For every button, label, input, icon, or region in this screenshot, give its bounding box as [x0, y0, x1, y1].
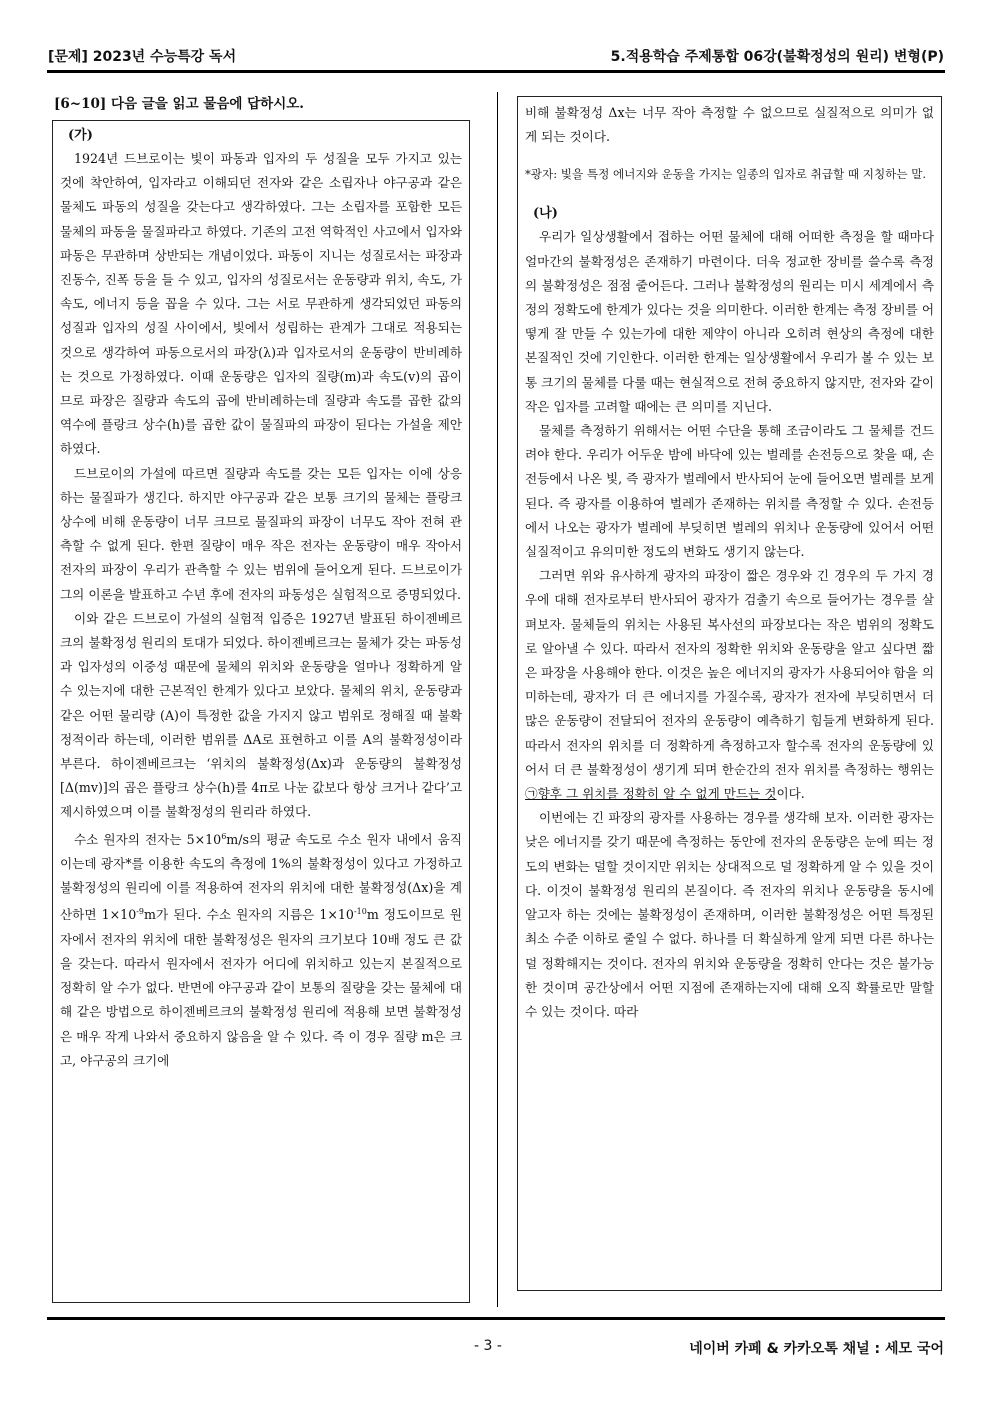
footer-channel: 네이버 카페 & 카카오톡 채널 : 세모 국어 — [689, 1341, 944, 1357]
column-divider — [497, 92, 498, 1307]
page-number: - 3 - — [474, 1338, 502, 1354]
underlined-phrase-giyeok: ㉠향후 그 위치를 정확히 알 수 없게 만드는 것 — [525, 786, 777, 802]
passage-ga-paragraph-4: 수소 원자의 전자는 $5\times 10^6m/s$의 평균 속도로 수소 원자 내에서 움직이는데 광자*를 이용한 속도의 측정에 1%의 불확정성이 있다고 가정하고 불확정성의 원리에 이를 적용하여 전자의 위치에 대한 불확정성(Δx)을 계산하면 $1\times 10^{-9}m$가 된다. 수소 원자의 지름은 $1\times 10^{-10}m$ 정도이므로 원자에서 전자의 위치에 대한 불확정성은 원자의 크기보다 10배 정도 큰 값을 갖는다. 따라서 원자에서 전자가 어디에 위치하고 있는지 본질적으로 정확히 알 수가 없다. 반면에 야구공과 같이 보통의 질량을 갖는 물체에 대해 같은 방법으로 하이젠베르크의 불확정성 원리에 적용해 보면 불확정성은 매우 작게 나와서 중요하지 않음을 알 수 있다. 즉 이 경우 질량 m은 크고, 야구공의 크기에 — [60, 831, 462, 1068]
passage-ga-label: (가) — [68, 128, 93, 143]
passage-right-box — [517, 96, 942, 1291]
passage-na-label: (나) — [533, 206, 558, 222]
passage-na-paragraph-3: 그러면 위와 유사하게 광자의 파장이 짧은 경우와 긴 경우의 두 가지 경우에 대해 전자로부터 반사되어 광자가 검출기 속으로 들어가는 경우를 살펴보자. 물체들의 위치는 사용된 복사선의 파장보다는 작은 범위의 정확도로 알아낼 수 있다. 따라서 전자의 정확한 위치와 운동량을 알고 싶다면 짧은 파장을 사용해야 한다. 이것은 높은 에너지의 광자가 사용되어야 함을 의미하는데, 광자가 더 큰 에너지를 가질수록, 광자가 전자에 부딪히면서 더 많은 운동량이 전달되어 전자의 운동량이 예측하기 힘들게 변화하게 된다. 따라서 전자의 위치를 더 정확하게 측정하고자 할수록 전자의 운동량에 있어서 더 큰 불확정성이 생기게 되며 한순간의 전자 위치를 측정하는 행위는 ㉠향후 그 위치를 정확히 알 수 없게 만드는 것이다. — [525, 568, 935, 802]
header-title-left: [문제] 2023년 수능특강 독서 — [48, 49, 237, 65]
header-rule — [47, 70, 945, 73]
passage-ga-paragraph-3: 이와 같은 드브로이 가설의 실험적 입증은 1927년 발표된 하이젠베르크의 불확정성 원리의 토대가 되었다. 하이젠베르크는 물체가 갖는 파동성과 입자성의 이중성 때문에 물체의 위치와 운동량을 얼마나 정확하게 알 수 있는지에 대한 근본적인 한계가 있다고 보았다. 물체의 위치, 운동량과 같은 어떤 물리량 (A)이 특정한 값을 가지지 않고 범위로 정해질 때 불확정적이라 하는데, 이러한 범위를 ΔA로 표현하고 이를 A의 불확정성이라 부른다. 하이젠베르크는 ‘위치의 불확정성(Δx)과 운동량의 불확정성[Δ(mv)]의 곱은 플랑크 상수(h)를 4π로 나눈 값보다 항상 크거나 같다’고 제시하였으며 이를 불확정성의 원리라 하였다. — [60, 610, 462, 820]
question-intro: [6~10] 다음 글을 읽고 물음에 답하시오. — [54, 96, 304, 112]
footer-rule — [47, 1317, 945, 1320]
passage-ga-continuation: 비해 불확정성 Δx는 너무 작아 측정할 수 없으므로 실질적으로 의미가 없게 되는 것이다. — [525, 105, 934, 145]
header-title-right: 5.적용학습 주제통합 06강(불확정성의 원리) 변형(P) — [610, 49, 944, 65]
passage-na-paragraph-2: 물체를 측정하기 위해서는 어떤 수단을 통해 조금이라도 그 물체를 건드려야 한다. 우리가 어두운 밤에 바닥에 있는 벌레를 손전등으로 찾을 때, 손전등에서 나온 빛, 즉 광자가 벌레에서 반사되어 눈에 들어오면 벌레를 보게 된다. 즉 광자를 이용하여 벌레가 존재하는 위치를 측정할 수 있다. 손전등에서 나오는 광자가 벌레에 부딪히면 벌레의 위치나 운동량에 있어서 어떤 실질적이고 유의미한 정도의 변화도 생기지 않는다. — [525, 423, 935, 560]
passage-ga-paragraph-1: 1924년 드브로이는 빛이 파동과 입자의 두 성질을 모두 가지고 있는 것에 착안하여, 입자라고 이해되던 전자와 같은 소립자나 야구공과 같은 물체도 파동의 성질을 갖는다고 생각하였다. 그는 소립자를 포함한 모든 물체의 파동을 물질파라고 하였다. 기존의 고전 역학적인 사고에서 입자와 파동은 무관하며 상반되는 개념이었다. 파동이 지니는 성질로서는 파장과 진동수, 진폭 등을 들 수 있고, 입자의 성질로서는 운동량과 위치, 속도, 가속도, 에너지 등을 꼽을 수 있다. 그는 서로 무관하게 생각되었던 파동의 성질과 입자의 성질 사이에서, 빛에서 성립하는 관계가 그대로 적용되는 것으로 생각하여 파동으로서의 파장(λ)과 입자로서의 운동량이 반비례하는 것으로 가정하였다. 이때 운동량은 입자의 질량(m)과 속도(v)의 곱이므로 파장은 질량과 속도의 곱에 반비례하는데 질량과 속도를 곱한 값의 역수에 플랑크 상수(h)를 곱한 값이 물질파의 파장이 된다는 가설을 제안하였다. — [60, 151, 462, 457]
footnote-photon: *광자: 빛을 특정 에너지와 운동을 가지는 일종의 입자로 취급할 때 지칭하는 말. — [525, 167, 927, 182]
passage-na-paragraph-4: 이번에는 긴 파장의 광자를 사용하는 경우를 생각해 보자. 이러한 광자는 낮은 에너지를 갖기 때문에 측정하는 동안에 전자의 운동량은 눈에 띄는 정도의 변화는 덜할 것이지만 위치는 상대적으로 덜 정확하게 알 수 있을 것이다. 이것이 불확정성 원리의 본질이다. 즉 전자의 위치나 운동량을 동시에 알고자 하는 것에는 불확정성이 존재하며, 이러한 불확정성은 어떤 특정된 최소 수준 이하로 줄일 수 없다. 하나를 더 확실하게 알게 되면 다른 하나는 덜 정확해지는 것이다. 전자의 위치와 운동량을 정확히 안다는 것은 불가능한 것이며 공간상에서 어떤 지점에 존재하는지에 대해 오직 확률로만 말할 수 있는 것이다. 따라 — [525, 810, 935, 1019]
passage-na-paragraph-1: 우리가 일상생활에서 접하는 어떤 물체에 대해 어떠한 측정을 할 때마다 얼마간의 불확정성은 존재하기 마련이다. 더욱 정교한 장비를 쓸수록 측정의 불확정성은 점점 줄어든다. 그러나 불확정성의 원리는 미시 세계에서 측정의 정확도에 한계가 있다는 것을 의미한다. 이러한 한계는 측정 장비를 어떻게 잘 만들 수 있는가에 대한 제약이 아니라 오히려 현상의 측정에 대한 본질적인 것에 기인한다. 이러한 한계는 일상생활에서 우리가 볼 수 있는 보통 크기의 물체를 다룰 때는 현실적으로 전혀 중요하지 않지만, 전자와 같이 작은 입자를 고려할 때에는 큰 의미를 지닌다. — [525, 229, 935, 414]
passage-ga-paragraph-2: 드브로이의 가설에 따르면 질량과 속도를 갖는 모든 입자는 이에 상응하는 물질파가 생긴다. 하지만 야구공과 같은 보통 크기의 물체는 플랑크 상수에 비해 운동량이 너무 크므로 물질파의 파장이 너무도 작아 전혀 관측할 수 없게 된다. 한편 질량이 매우 작은 전자는 운동량이 매우 작아서 전자의 파장이 우리가 관측할 수 있는 범위에 들어오게 된다. 드브로이가 그의 이론을 발표하고 수년 후에 전자의 파동성은 실험적으로 증명되었다. — [60, 465, 462, 602]
passage-ga-box — [52, 120, 470, 1303]
